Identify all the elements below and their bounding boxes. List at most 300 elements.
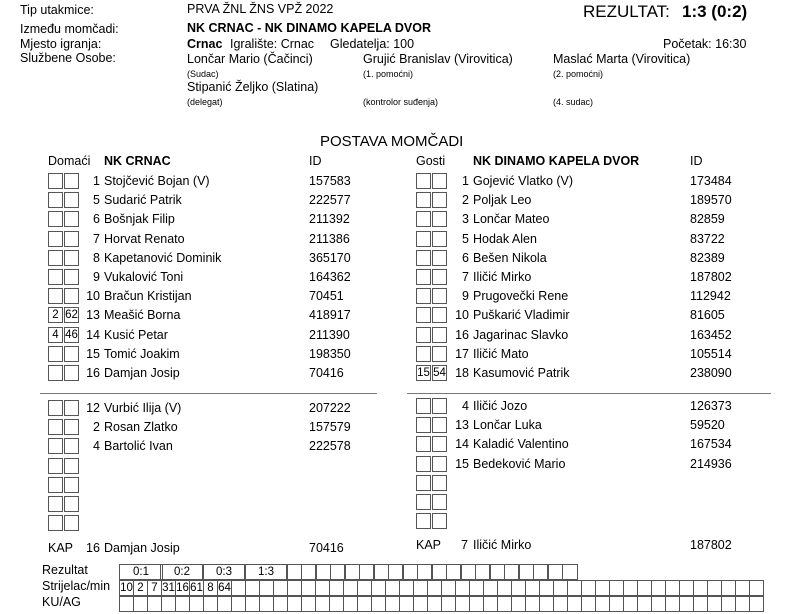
minute-box[interactable] bbox=[64, 192, 79, 208]
scorer-cell bbox=[441, 580, 456, 596]
footer-result-label: Rezultat bbox=[42, 563, 88, 577]
player-number: 17 bbox=[455, 346, 469, 361]
ku-cell bbox=[343, 596, 358, 612]
minute-box[interactable] bbox=[416, 398, 431, 414]
home-id-header: ID bbox=[309, 154, 322, 168]
ku-cell bbox=[231, 596, 246, 612]
scorer-cell bbox=[693, 580, 708, 596]
scorer-cell: 31 bbox=[162, 582, 175, 594]
player-number: 14 bbox=[455, 437, 469, 452]
scorer-cell bbox=[595, 580, 610, 596]
minute-box[interactable] bbox=[48, 211, 63, 227]
result-cell: 1:3 bbox=[244, 564, 288, 580]
ku-cell bbox=[385, 596, 400, 612]
away-captain-name: Iličić Mirko bbox=[473, 538, 532, 552]
player-name: Bartolić Ivan bbox=[104, 439, 173, 454]
player-name: Puškarić Vladimir bbox=[473, 308, 570, 323]
minute-box[interactable] bbox=[432, 327, 447, 343]
player-number: 6 bbox=[93, 212, 100, 227]
minute-box[interactable] bbox=[416, 211, 431, 227]
ku-cell bbox=[259, 596, 274, 612]
minute-box[interactable] bbox=[64, 250, 79, 266]
scorer-cell bbox=[469, 580, 484, 596]
player-name: Bračun Kristijan bbox=[104, 289, 192, 304]
player-id: 222578 bbox=[309, 439, 351, 454]
minute-box[interactable] bbox=[432, 475, 447, 491]
spectators-text: Gledatelja: 100 bbox=[330, 37, 415, 51]
player-name: Gojević Vlatko (V) bbox=[473, 174, 574, 188]
player-number: 10 bbox=[86, 289, 100, 304]
scorer-cell bbox=[749, 580, 764, 596]
ku-cell bbox=[399, 596, 414, 612]
minute-box[interactable] bbox=[416, 436, 431, 452]
minute-box[interactable] bbox=[416, 346, 431, 362]
scorer-cell bbox=[357, 580, 372, 596]
minute-box[interactable] bbox=[432, 417, 447, 433]
start-time: Početak: 16:30 bbox=[663, 37, 747, 51]
officials-label: Službene Osobe: bbox=[20, 51, 116, 65]
footer-scorer-label: Strijelac/min bbox=[42, 579, 111, 593]
ku-cell bbox=[609, 596, 624, 612]
ku-cell bbox=[525, 596, 540, 612]
minute-box[interactable] bbox=[48, 192, 63, 208]
player-name: Bedeković Mario bbox=[473, 456, 566, 471]
player-name: Bošnjak Filip bbox=[104, 212, 175, 227]
scorer-cell bbox=[399, 580, 414, 596]
player-name: Prugovečki Rene bbox=[473, 289, 569, 304]
player-number: 5 bbox=[93, 193, 100, 208]
scorer-cell bbox=[735, 580, 750, 596]
minute-box[interactable] bbox=[416, 417, 431, 433]
scorer-cell: 64 bbox=[218, 582, 231, 594]
scorer-cell bbox=[413, 580, 428, 596]
player-name: Lončar Luka bbox=[473, 418, 542, 433]
home-separator bbox=[40, 393, 377, 394]
official-assistant2-role: (2. pomoćni) bbox=[553, 69, 604, 79]
minute-box[interactable] bbox=[48, 419, 63, 435]
scorer-cell bbox=[259, 580, 274, 596]
player-number: 1 bbox=[462, 174, 469, 188]
field-text: Igralište: Crnac bbox=[230, 37, 315, 51]
ku-cell bbox=[511, 596, 526, 612]
player-number: 16 bbox=[86, 366, 100, 380]
minute-box[interactable] bbox=[416, 513, 431, 529]
player-name: Kaladić Valentino bbox=[473, 437, 569, 452]
ku-cell bbox=[273, 596, 288, 612]
scorer-cell: 2 bbox=[133, 580, 148, 596]
minute-box[interactable] bbox=[416, 288, 431, 304]
minute-box[interactable] bbox=[48, 269, 63, 285]
minute-box[interactable] bbox=[64, 515, 79, 531]
away-separator bbox=[407, 393, 771, 394]
player-name: Vukalović Toni bbox=[104, 270, 184, 284]
player-name: Rosan Zlatko bbox=[104, 420, 178, 435]
minute-box[interactable] bbox=[48, 231, 63, 247]
minute-box[interactable]: 54 bbox=[433, 367, 446, 379]
scorer-cell bbox=[273, 580, 288, 596]
result-value: 1:3 (0:2) bbox=[682, 2, 748, 21]
scorer-cell bbox=[567, 580, 582, 596]
ku-cell bbox=[217, 596, 232, 612]
minute-box[interactable] bbox=[432, 250, 447, 266]
minute-box[interactable] bbox=[64, 365, 79, 381]
player-name: Vurbić Ilija (V) bbox=[104, 401, 182, 415]
scorer-cell bbox=[511, 580, 526, 596]
scorer-cell bbox=[455, 580, 470, 596]
lineup-title: POSTAVA MOMČADI bbox=[320, 133, 464, 150]
ku-cell bbox=[301, 596, 316, 612]
minute-box[interactable] bbox=[64, 346, 79, 362]
ku-cell bbox=[413, 596, 428, 612]
minute-box[interactable] bbox=[416, 327, 431, 343]
ku-cell bbox=[161, 596, 176, 612]
ku-cell bbox=[441, 596, 456, 612]
player-id: 163452 bbox=[690, 327, 732, 342]
player-id: 83722 bbox=[690, 231, 725, 246]
player-name: Horvat Renato bbox=[104, 231, 185, 246]
minute-box[interactable] bbox=[64, 419, 79, 435]
match-label: Između momčadi: bbox=[20, 22, 119, 36]
ku-cell bbox=[539, 596, 554, 612]
player-number: 13 bbox=[86, 308, 100, 323]
home-captain-id: 70416 bbox=[309, 541, 344, 555]
scorer-cell bbox=[721, 580, 736, 596]
minute-box[interactable] bbox=[48, 438, 63, 454]
result-cell: 0:2 bbox=[160, 564, 204, 580]
player-id: 211392 bbox=[309, 212, 350, 227]
result-cell: 0:1 bbox=[119, 564, 163, 580]
scorer-cell bbox=[497, 580, 512, 596]
minute-box[interactable] bbox=[432, 211, 447, 227]
minute-box[interactable] bbox=[432, 494, 447, 510]
ku-cell bbox=[735, 596, 750, 612]
ku-cell bbox=[651, 596, 666, 612]
player-id: 59520 bbox=[690, 418, 725, 433]
minute-box[interactable] bbox=[48, 250, 63, 266]
player-number: 2 bbox=[93, 420, 100, 435]
result-cell: 0:3 bbox=[202, 564, 246, 580]
scorer-cell bbox=[553, 580, 568, 596]
player-number: 18 bbox=[455, 366, 469, 380]
scorer-cell bbox=[231, 580, 246, 596]
home-captain-label: KAP bbox=[48, 541, 74, 555]
scorer-cell bbox=[385, 580, 400, 596]
minute-box[interactable] bbox=[432, 231, 447, 247]
away-side-label: Gosti bbox=[416, 154, 446, 168]
scorer-cell bbox=[623, 580, 638, 596]
minute-box[interactable] bbox=[432, 269, 447, 285]
minute-box[interactable] bbox=[416, 475, 431, 491]
ku-cell bbox=[329, 596, 344, 612]
scorer-cell bbox=[637, 580, 652, 596]
player-id: 105514 bbox=[690, 346, 732, 361]
player-id: 126373 bbox=[690, 399, 732, 413]
player-name: Kasumović Patrik bbox=[473, 366, 570, 380]
minute-box[interactable]: 15 bbox=[417, 367, 430, 379]
player-id: 157583 bbox=[309, 174, 351, 188]
minute-box[interactable] bbox=[64, 400, 79, 416]
official-assistant1-name: Grujić Branislav (Virovitica) bbox=[363, 52, 513, 66]
player-number: 15 bbox=[86, 346, 100, 361]
minute-box[interactable] bbox=[48, 346, 63, 362]
ku-cell bbox=[357, 596, 372, 612]
ku-cell bbox=[707, 596, 722, 612]
ku-cell bbox=[567, 596, 582, 612]
official-delegate-role: (delegat) bbox=[187, 97, 223, 107]
minute-box[interactable] bbox=[416, 269, 431, 285]
player-id: 211386 bbox=[309, 231, 350, 246]
minute-box[interactable] bbox=[432, 288, 447, 304]
minute-box[interactable] bbox=[48, 173, 63, 189]
scorer-cell bbox=[371, 580, 386, 596]
ku-cell bbox=[371, 596, 386, 612]
player-name: Stojčević Bojan (V) bbox=[104, 174, 210, 188]
scorer-cell bbox=[343, 580, 358, 596]
away-captain-label: KAP bbox=[416, 538, 442, 552]
player-number: 7 bbox=[93, 231, 100, 246]
ku-cell bbox=[427, 596, 442, 612]
player-name: Hodak Alen bbox=[473, 231, 537, 246]
player-number: 8 bbox=[93, 250, 100, 265]
minute-box[interactable] bbox=[48, 496, 63, 512]
minute-box[interactable] bbox=[432, 173, 447, 189]
ku-cell bbox=[455, 596, 470, 612]
minute-box[interactable] bbox=[416, 192, 431, 208]
minute-box[interactable] bbox=[48, 515, 63, 531]
player-id: 173484 bbox=[690, 174, 732, 188]
match-value: NK CRNAC - NK DINAMO KAPELA DVOR bbox=[187, 21, 431, 35]
scorer-cell bbox=[287, 580, 302, 596]
minute-box[interactable] bbox=[48, 365, 63, 381]
ku-cell bbox=[175, 596, 190, 612]
minute-box[interactable] bbox=[416, 456, 431, 472]
minute-box[interactable] bbox=[64, 288, 79, 304]
player-id: 82389 bbox=[690, 250, 725, 265]
away-id-header: ID bbox=[690, 154, 703, 168]
player-id: 164362 bbox=[309, 270, 351, 284]
minute-box[interactable] bbox=[64, 269, 79, 285]
player-name: Sudarić Patrik bbox=[104, 193, 182, 208]
player-name: Poljak Leo bbox=[473, 193, 532, 208]
player-id: 418917 bbox=[309, 308, 351, 323]
ku-cell bbox=[721, 596, 736, 612]
official-referee-role: (Sudac) bbox=[187, 69, 219, 79]
player-id: 207222 bbox=[309, 401, 351, 415]
ku-cell bbox=[637, 596, 652, 612]
player-id: 365170 bbox=[309, 250, 351, 265]
scorer-cell bbox=[525, 580, 540, 596]
ku-cell bbox=[665, 596, 680, 612]
match-type-label: Tip utakmice: bbox=[20, 3, 94, 17]
scorer-cell bbox=[609, 580, 624, 596]
ku-cell bbox=[497, 596, 512, 612]
ku-cell bbox=[469, 596, 484, 612]
scorer-cell bbox=[245, 580, 260, 596]
official-referee-name: Lončar Mario (Čačinci) bbox=[187, 52, 313, 66]
player-id: 198350 bbox=[309, 346, 351, 361]
scorer-cell bbox=[651, 580, 666, 596]
player-id: 157579 bbox=[309, 420, 351, 435]
minute-box[interactable] bbox=[64, 477, 79, 493]
player-number: 6 bbox=[462, 250, 469, 265]
player-number: 3 bbox=[462, 212, 469, 227]
player-number: 9 bbox=[462, 289, 469, 304]
official-assistant1-role: (1. pomoćni) bbox=[363, 69, 414, 79]
player-number: 2 bbox=[462, 193, 469, 208]
minute-box[interactable]: 2 bbox=[48, 307, 63, 323]
scorer-cell: 61 bbox=[190, 582, 203, 594]
scorer-cell bbox=[301, 580, 316, 596]
player-id: 70451 bbox=[309, 289, 344, 304]
result-cell-empty bbox=[562, 564, 578, 580]
player-id: 167534 bbox=[690, 437, 732, 452]
player-name: Tomić Joakim bbox=[104, 346, 180, 361]
player-id: 81605 bbox=[690, 308, 725, 323]
ku-cell bbox=[623, 596, 638, 612]
ku-cell bbox=[245, 596, 260, 612]
player-number: 5 bbox=[462, 231, 469, 246]
scorer-cell bbox=[539, 580, 554, 596]
ku-cell bbox=[483, 596, 498, 612]
official-assistant2-name: Maslać Marta (Virovitica) bbox=[553, 52, 691, 66]
footer-ku-row bbox=[119, 596, 764, 612]
official-delegate-name: Stipanić Željko (Slatina) bbox=[187, 80, 319, 94]
minute-box[interactable] bbox=[432, 192, 447, 208]
minute-box[interactable] bbox=[432, 307, 447, 323]
home-captain-name: Damjan Josip bbox=[104, 541, 180, 555]
scorer-cell: 8 bbox=[203, 580, 218, 596]
player-number: 13 bbox=[455, 418, 469, 433]
place-value: Crnac bbox=[187, 37, 223, 51]
scorer-cell: 10 bbox=[120, 582, 133, 594]
player-number: 10 bbox=[455, 308, 469, 323]
minute-box[interactable] bbox=[416, 250, 431, 266]
minute-box[interactable] bbox=[64, 211, 79, 227]
scorer-cell bbox=[707, 580, 722, 596]
player-number: 15 bbox=[455, 456, 469, 471]
minute-box[interactable] bbox=[64, 231, 79, 247]
official-fourth-role: (4. sudac) bbox=[553, 97, 594, 107]
scorer-cell bbox=[581, 580, 596, 596]
minute-box[interactable]: 62 bbox=[65, 309, 78, 322]
minute-box[interactable] bbox=[48, 477, 63, 493]
scorer-cell bbox=[315, 580, 330, 596]
ku-cell bbox=[693, 596, 708, 612]
scorer-cell bbox=[329, 580, 344, 596]
player-id: 238090 bbox=[690, 366, 732, 380]
minute-box[interactable] bbox=[48, 288, 63, 304]
scorer-cell: 7 bbox=[147, 580, 162, 596]
ku-cell bbox=[581, 596, 596, 612]
minute-box[interactable] bbox=[64, 173, 79, 189]
minute-box[interactable] bbox=[48, 458, 63, 474]
ku-cell bbox=[189, 596, 204, 612]
ku-cell bbox=[553, 596, 568, 612]
scorer-cell bbox=[483, 580, 498, 596]
home-side-label: Domaći bbox=[48, 154, 91, 168]
scorer-cell bbox=[679, 580, 694, 596]
ku-cell bbox=[203, 596, 218, 612]
ku-cell bbox=[119, 596, 134, 612]
player-name: Iličić Mato bbox=[473, 346, 529, 361]
player-name: Jagarinac Slavko bbox=[473, 327, 569, 342]
minute-box[interactable]: 46 bbox=[65, 328, 78, 341]
player-name: Meašić Borna bbox=[104, 308, 181, 323]
player-number: 4 bbox=[93, 439, 100, 454]
player-id: 70416 bbox=[309, 366, 344, 380]
player-name: Lončar Mateo bbox=[473, 212, 550, 227]
scorer-cell bbox=[427, 580, 442, 596]
away-team-name: NK DINAMO KAPELA DVOR bbox=[473, 154, 640, 168]
away-captain-number: 7 bbox=[461, 538, 468, 552]
match-type-value: PRVA ŽNL ŽNS VPŽ 2022 bbox=[187, 2, 334, 16]
player-id: 189570 bbox=[690, 193, 732, 208]
ku-cell bbox=[133, 596, 148, 612]
footer-ku-label: KU/AG bbox=[42, 595, 81, 609]
minute-box[interactable] bbox=[432, 513, 447, 529]
ku-cell bbox=[287, 596, 302, 612]
player-number: 4 bbox=[462, 399, 469, 413]
player-id: 222577 bbox=[309, 193, 351, 208]
player-id: 214936 bbox=[690, 456, 732, 471]
minute-box[interactable] bbox=[432, 346, 447, 362]
ku-cell bbox=[679, 596, 694, 612]
player-number: 7 bbox=[462, 270, 469, 284]
ku-cell bbox=[315, 596, 330, 612]
player-number: 16 bbox=[455, 327, 469, 342]
player-id: 112942 bbox=[690, 289, 731, 304]
home-captain-number: 16 bbox=[86, 541, 100, 555]
scorer-cell: 16 bbox=[176, 582, 189, 594]
player-id: 82859 bbox=[690, 212, 725, 227]
player-number: 12 bbox=[86, 401, 100, 415]
scorer-cell bbox=[665, 580, 680, 596]
minute-box[interactable] bbox=[48, 400, 63, 416]
player-name: Kusić Petar bbox=[104, 327, 168, 342]
ku-cell bbox=[595, 596, 610, 612]
minute-box[interactable] bbox=[432, 456, 447, 472]
minute-box[interactable] bbox=[416, 231, 431, 247]
place-label: Mjesto igranja: bbox=[20, 37, 102, 51]
minute-box[interactable]: 4 bbox=[48, 327, 63, 343]
player-name: Iličić Jozo bbox=[473, 399, 528, 413]
player-number: 9 bbox=[93, 270, 100, 284]
minute-box[interactable] bbox=[416, 173, 431, 189]
player-name: Iličić Mirko bbox=[473, 270, 532, 284]
official-controller-role: (kontrolor suđenja) bbox=[363, 97, 439, 107]
minute-box[interactable] bbox=[432, 398, 447, 414]
minute-box[interactable] bbox=[64, 496, 79, 512]
player-number: 14 bbox=[86, 327, 100, 342]
away-captain-id: 187802 bbox=[690, 538, 732, 552]
minute-box[interactable] bbox=[416, 307, 431, 323]
player-name: Bešen Nikola bbox=[473, 250, 547, 265]
minute-box[interactable] bbox=[64, 458, 79, 474]
home-team-name: NK CRNAC bbox=[104, 154, 171, 168]
ku-cell bbox=[749, 596, 764, 612]
result-label: REZULTAT: bbox=[583, 2, 670, 21]
ku-cell bbox=[147, 596, 162, 612]
player-id: 187802 bbox=[690, 270, 732, 284]
footer-scorers-row bbox=[119, 580, 764, 596]
minute-box[interactable] bbox=[432, 436, 447, 452]
minute-box[interactable] bbox=[64, 438, 79, 454]
player-id: 211390 bbox=[309, 327, 350, 342]
player-name: Damjan Josip bbox=[104, 366, 180, 380]
player-name: Kapetanović Dominik bbox=[104, 250, 222, 265]
minute-box[interactable] bbox=[416, 494, 431, 510]
player-number: 1 bbox=[93, 174, 100, 188]
